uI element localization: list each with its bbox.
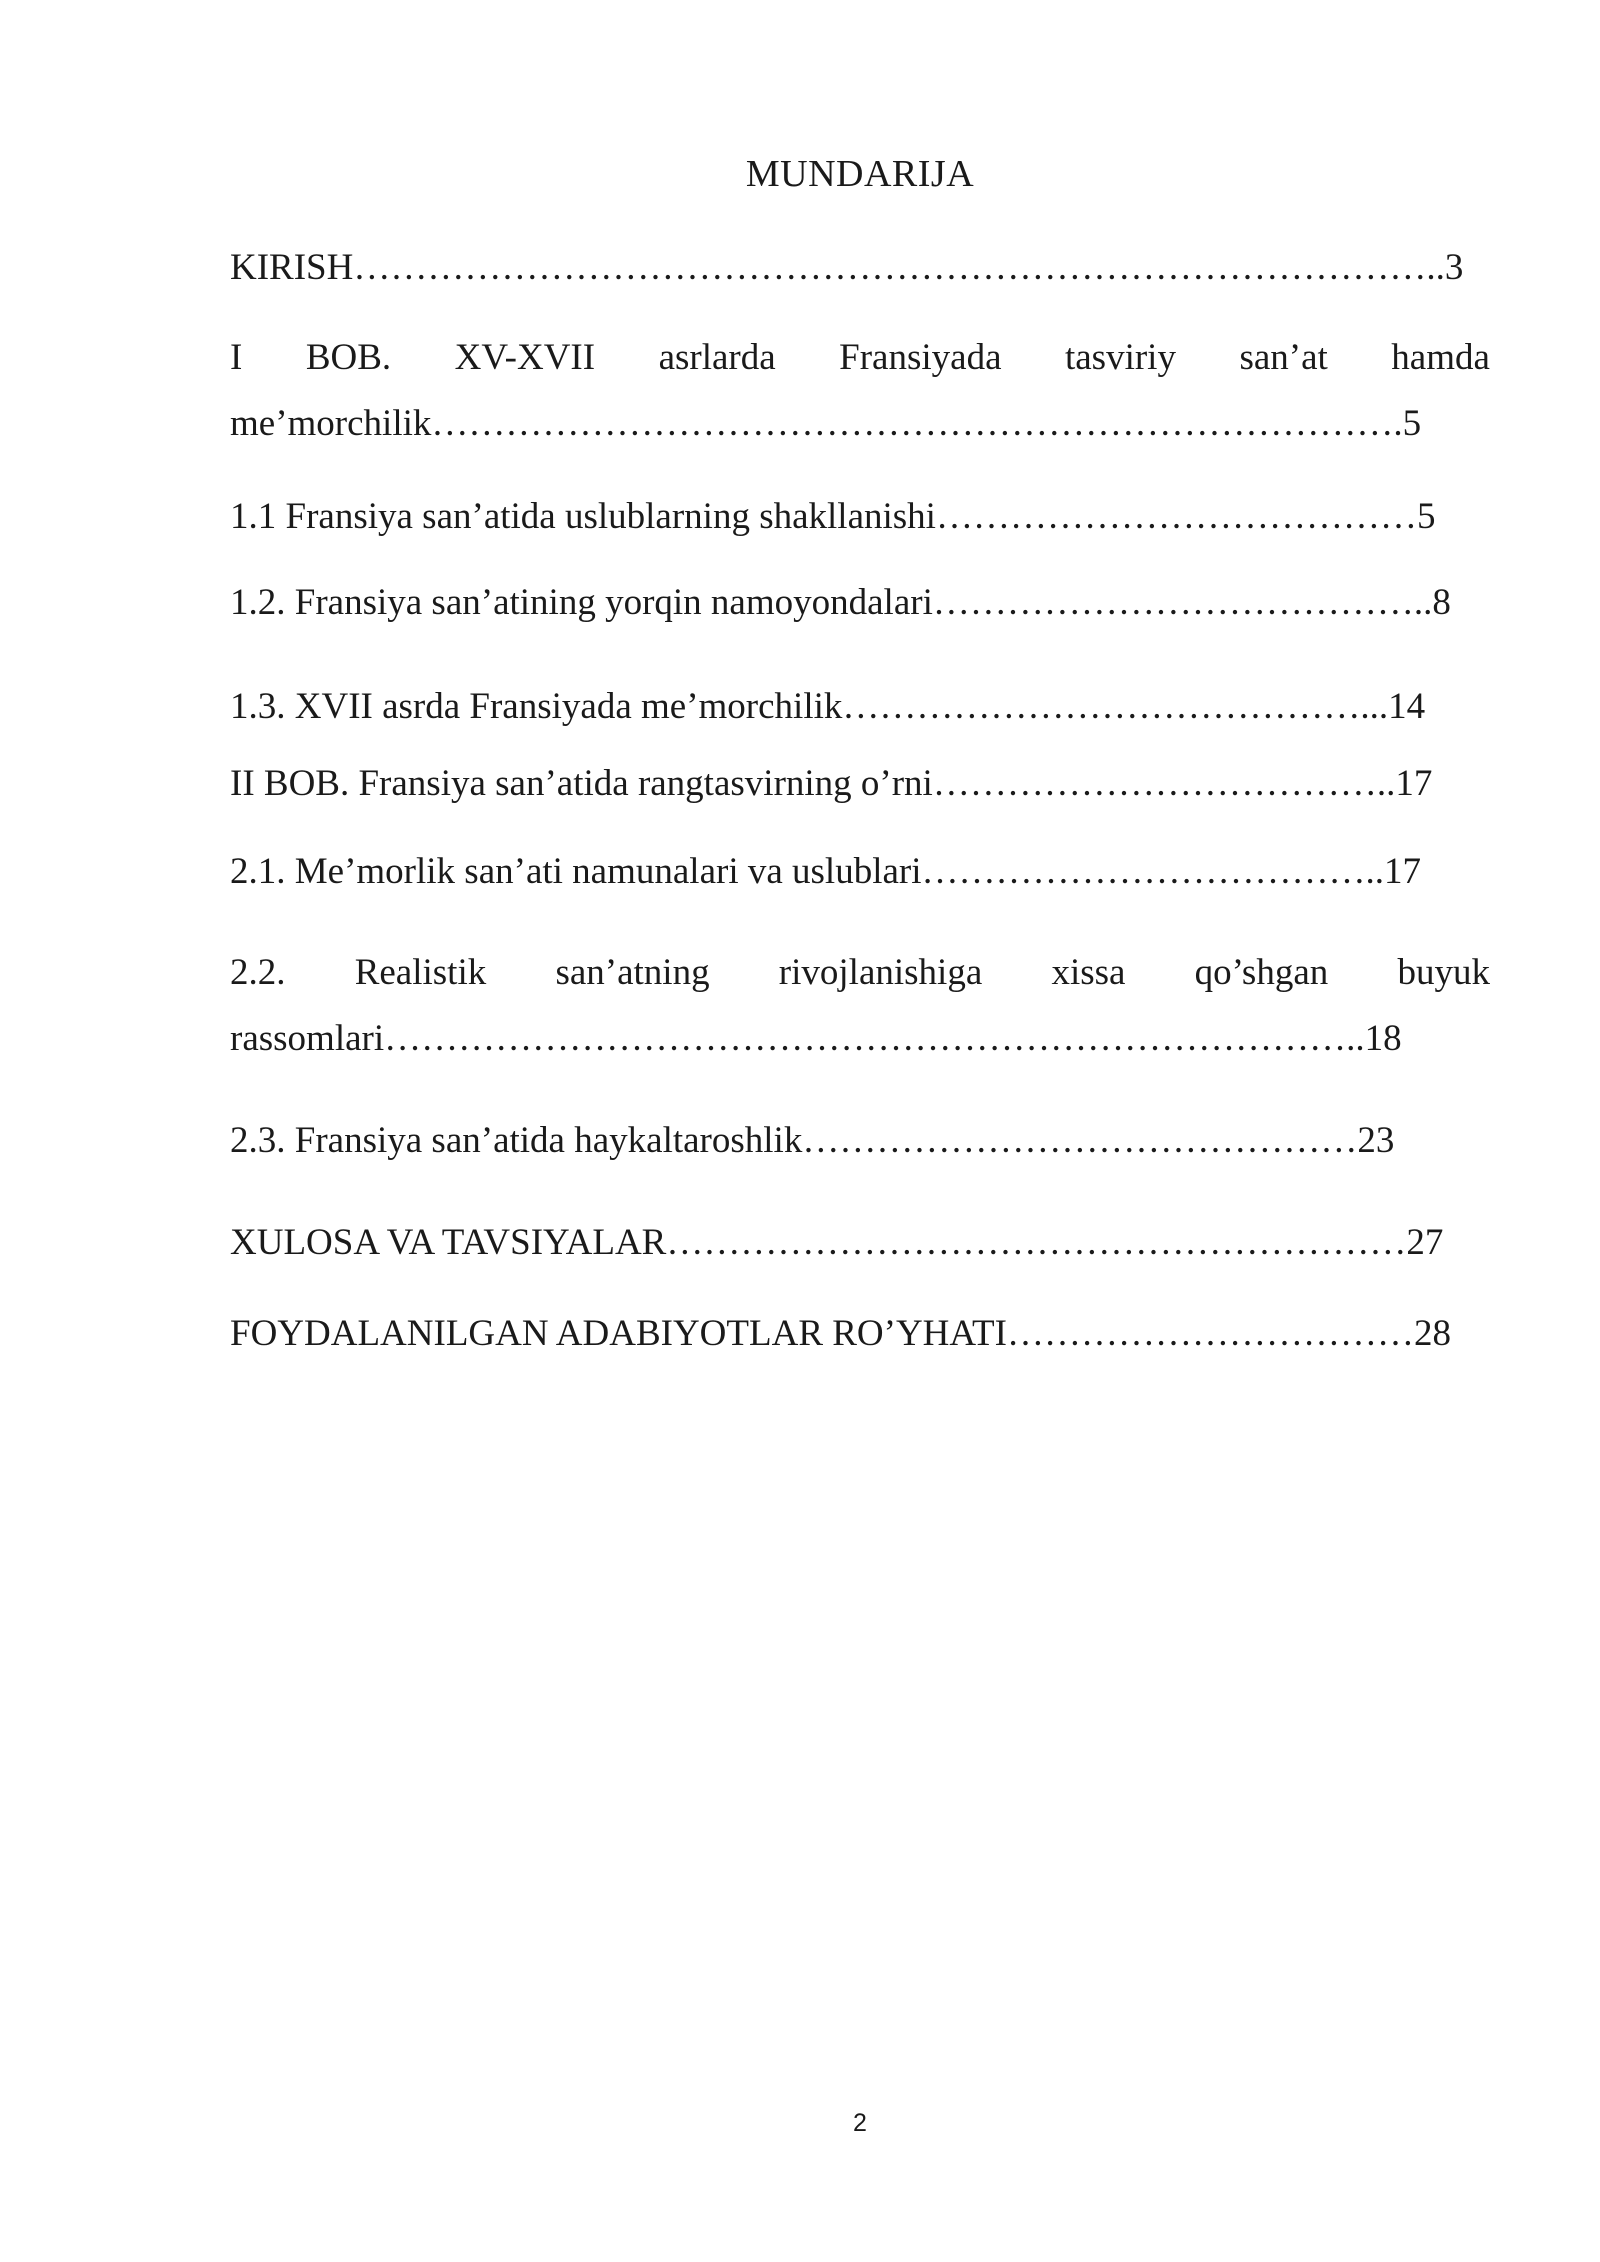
toc-entry-2-2-cont: [230, 1016, 1490, 1062]
toc-entry-text: rassomlari……………………………………………………………………..18: [230, 1018, 1402, 1059]
toc-word: san’at: [1239, 337, 1328, 378]
toc-word: Fransiyada: [839, 337, 1002, 378]
toc-entry-xulosa: [230, 1220, 1490, 1266]
toc-entry-bob-1-cont: [230, 401, 1490, 447]
toc-entry-text: FOYDALANILGAN ADABIYOTLAR RO’YHATI……………………………28: [230, 1313, 1451, 1354]
toc-entry-text: XULOSA VA TAVSIYALAR……………………………………………………27: [230, 1222, 1444, 1263]
toc-entry-text: me’morchilik…………………………………………………………………….5: [230, 403, 1422, 444]
toc-entry-2-1: [230, 849, 1490, 895]
toc-entry-bob-2: [230, 761, 1490, 807]
toc-entry-2-3: [230, 1118, 1490, 1164]
toc-word: xissa: [1051, 952, 1126, 993]
toc-entry-1-2: [230, 580, 1490, 626]
toc-entry-kirish: [230, 245, 1490, 291]
toc-word: buyuk: [1397, 952, 1490, 993]
toc-word: hamda: [1391, 337, 1490, 378]
toc-entry-text: KIRISH……………………………………………………………………………..3: [230, 247, 1464, 288]
toc-word: tasviriy: [1064, 337, 1176, 378]
toc-entry-2-2: [230, 950, 1490, 996]
toc-word: Realistik: [354, 952, 487, 993]
toc-entry-line: [230, 950, 1490, 996]
toc-word: qo’shgan: [1194, 952, 1329, 993]
toc-entry-text: II BOB. Fransiya san’atida rangtasvirning o’rni………………………………..17: [230, 763, 1433, 804]
toc-entry-bob-1: [230, 335, 1490, 381]
toc-entry-text: 1.1 Fransiya san’atida uslublarning shakllanishi…………………………………5: [230, 496, 1436, 537]
toc-word: asrlarda: [658, 337, 776, 378]
toc-word: 2.2.: [230, 952, 286, 993]
toc-entry-1-1: [230, 494, 1490, 540]
toc-entry-text: 1.3. XVII asrda Fransiyada me’morchilik……………………………………...14: [230, 686, 1426, 727]
toc-entry-text: 2.1. Me’morlik san’ati namunalari va uslublari………………………………..17: [230, 851, 1422, 892]
toc-word: XV-XVII: [454, 337, 596, 378]
toc-entry-text: 1.2. Fransiya san’atining yorqin namoyondalari…………………………………..8: [230, 582, 1451, 623]
toc-word: rivojlanishiga: [778, 952, 983, 993]
toc-word: I: [230, 337, 243, 378]
toc-entry-1-3: [230, 684, 1490, 730]
page-title: MUNDARIJA: [745, 153, 975, 195]
toc-entry-adabiyotlar: [230, 1311, 1490, 1357]
toc-entry-line: [230, 335, 1490, 381]
toc-word: BOB.: [305, 337, 392, 378]
toc-entry-text: 2.3. Fransiya san’atida haykaltaroshlik………………………………………23: [230, 1120, 1395, 1161]
toc-word: san’atning: [555, 952, 710, 993]
page-number: 2: [853, 2109, 867, 2137]
